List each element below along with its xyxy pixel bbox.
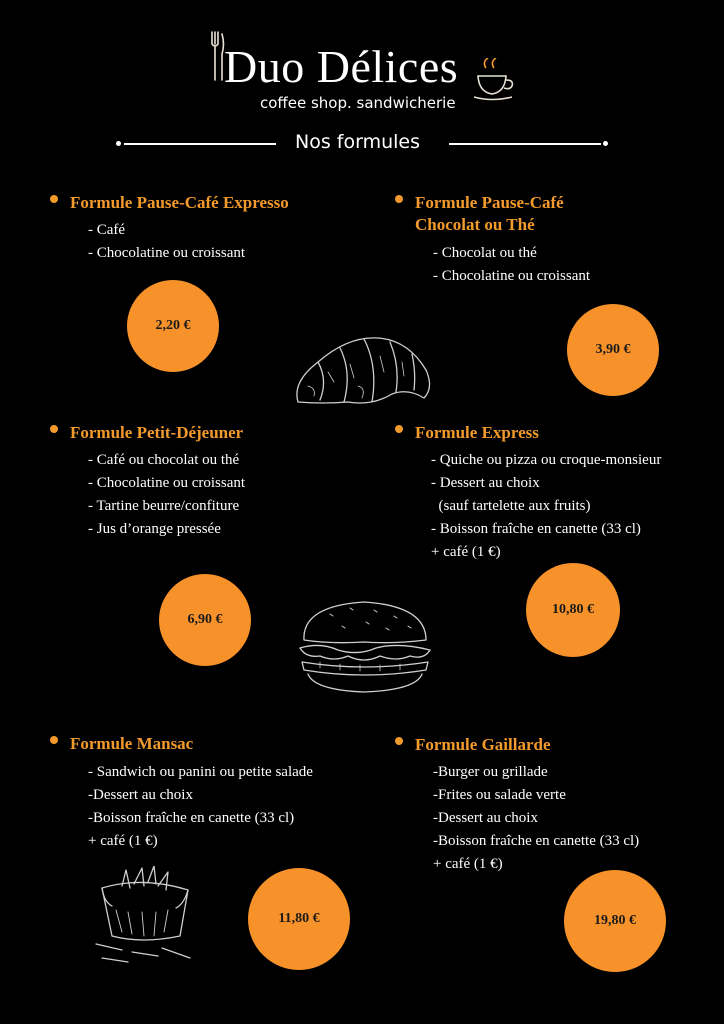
brand-name: Duo Délices	[224, 41, 459, 92]
fries-illustration	[92, 866, 202, 966]
list-item: -Dessert au choix	[88, 787, 193, 803]
list-item: - Chocolatine ou croissant	[88, 245, 246, 261]
coffee-cup-icon	[472, 58, 518, 102]
list-item: -Burger ou grillade	[433, 764, 548, 780]
croissant-illustration	[288, 322, 438, 414]
list-item: - Café	[88, 222, 126, 238]
formule-title	[415, 192, 564, 236]
list-item: -Frites ou salade verte	[433, 787, 566, 803]
divider-dot-right	[603, 141, 608, 146]
list-item: -Dessert au choix	[433, 810, 538, 826]
list-item: - Quiche ou pizza ou croque-monsieur	[431, 452, 662, 468]
list-item: + café (1 €)	[433, 856, 503, 872]
tagline: coffee shop. sandwicherie	[260, 94, 456, 112]
divider-left	[124, 143, 276, 145]
formule-items	[431, 449, 661, 564]
list-item: -Boisson fraîche en canette (33 cl)	[88, 810, 295, 826]
list-item: - Café ou chocolat ou thé	[88, 452, 240, 468]
price-badge: 11,80 €	[248, 868, 350, 970]
list-item: - Dessert au choix	[431, 475, 540, 491]
list-item: + café (1 €)	[431, 544, 501, 560]
bullet-icon	[50, 736, 58, 744]
list-item: - Tartine beurre/confiture	[88, 498, 240, 514]
list-item: (sauf tartelette aux fruits)	[431, 498, 591, 514]
formule-title: Formule Pause-Café Expresso	[70, 193, 289, 212]
formule-title-line: Chocolat ou Thé	[415, 215, 535, 234]
list-item: - Chocolatine ou croissant	[88, 475, 246, 491]
list-item: + café (1 €)	[88, 833, 158, 849]
bullet-icon	[395, 737, 403, 745]
list-item: - Chocolat ou thé	[433, 245, 537, 261]
bullet-icon	[50, 425, 58, 433]
bullet-icon	[395, 425, 403, 433]
price-badge: 19,80 €	[564, 870, 666, 972]
formule-items	[88, 761, 313, 853]
list-item: - Sandwich ou panini ou petite salade	[88, 764, 313, 780]
bullet-icon	[395, 195, 403, 203]
price-badge: 2,20 €	[127, 280, 219, 372]
formule-title: Formule Express	[415, 423, 539, 442]
formule-items	[88, 219, 245, 265]
list-item: - Jus d’orange pressée	[88, 521, 221, 537]
formule-items	[88, 449, 245, 541]
price-badge: 10,80 €	[526, 563, 620, 657]
burger-illustration	[290, 596, 440, 696]
price-badge: 6,90 €	[159, 574, 251, 666]
formule-title: Formule Petit-Déjeuner	[70, 423, 244, 442]
formule-title: Formule Gaillarde	[415, 735, 551, 754]
formule-items	[433, 761, 639, 876]
list-item: - Chocolatine ou croissant	[433, 268, 591, 284]
list-item: - Boisson fraîche en canette (33 cl)	[431, 521, 641, 537]
divider-dot-left	[116, 141, 121, 146]
list-item: -Boisson fraîche en canette (33 cl)	[433, 833, 640, 849]
formule-title: Formule Mansac	[70, 734, 194, 753]
formule-title-line: Formule Pause-Café	[415, 193, 564, 212]
formule-items	[433, 242, 590, 288]
divider-right	[449, 143, 601, 145]
price-badge: 3,90 €	[567, 304, 659, 396]
bullet-icon	[50, 195, 58, 203]
section-title: Nos formules	[295, 131, 420, 153]
